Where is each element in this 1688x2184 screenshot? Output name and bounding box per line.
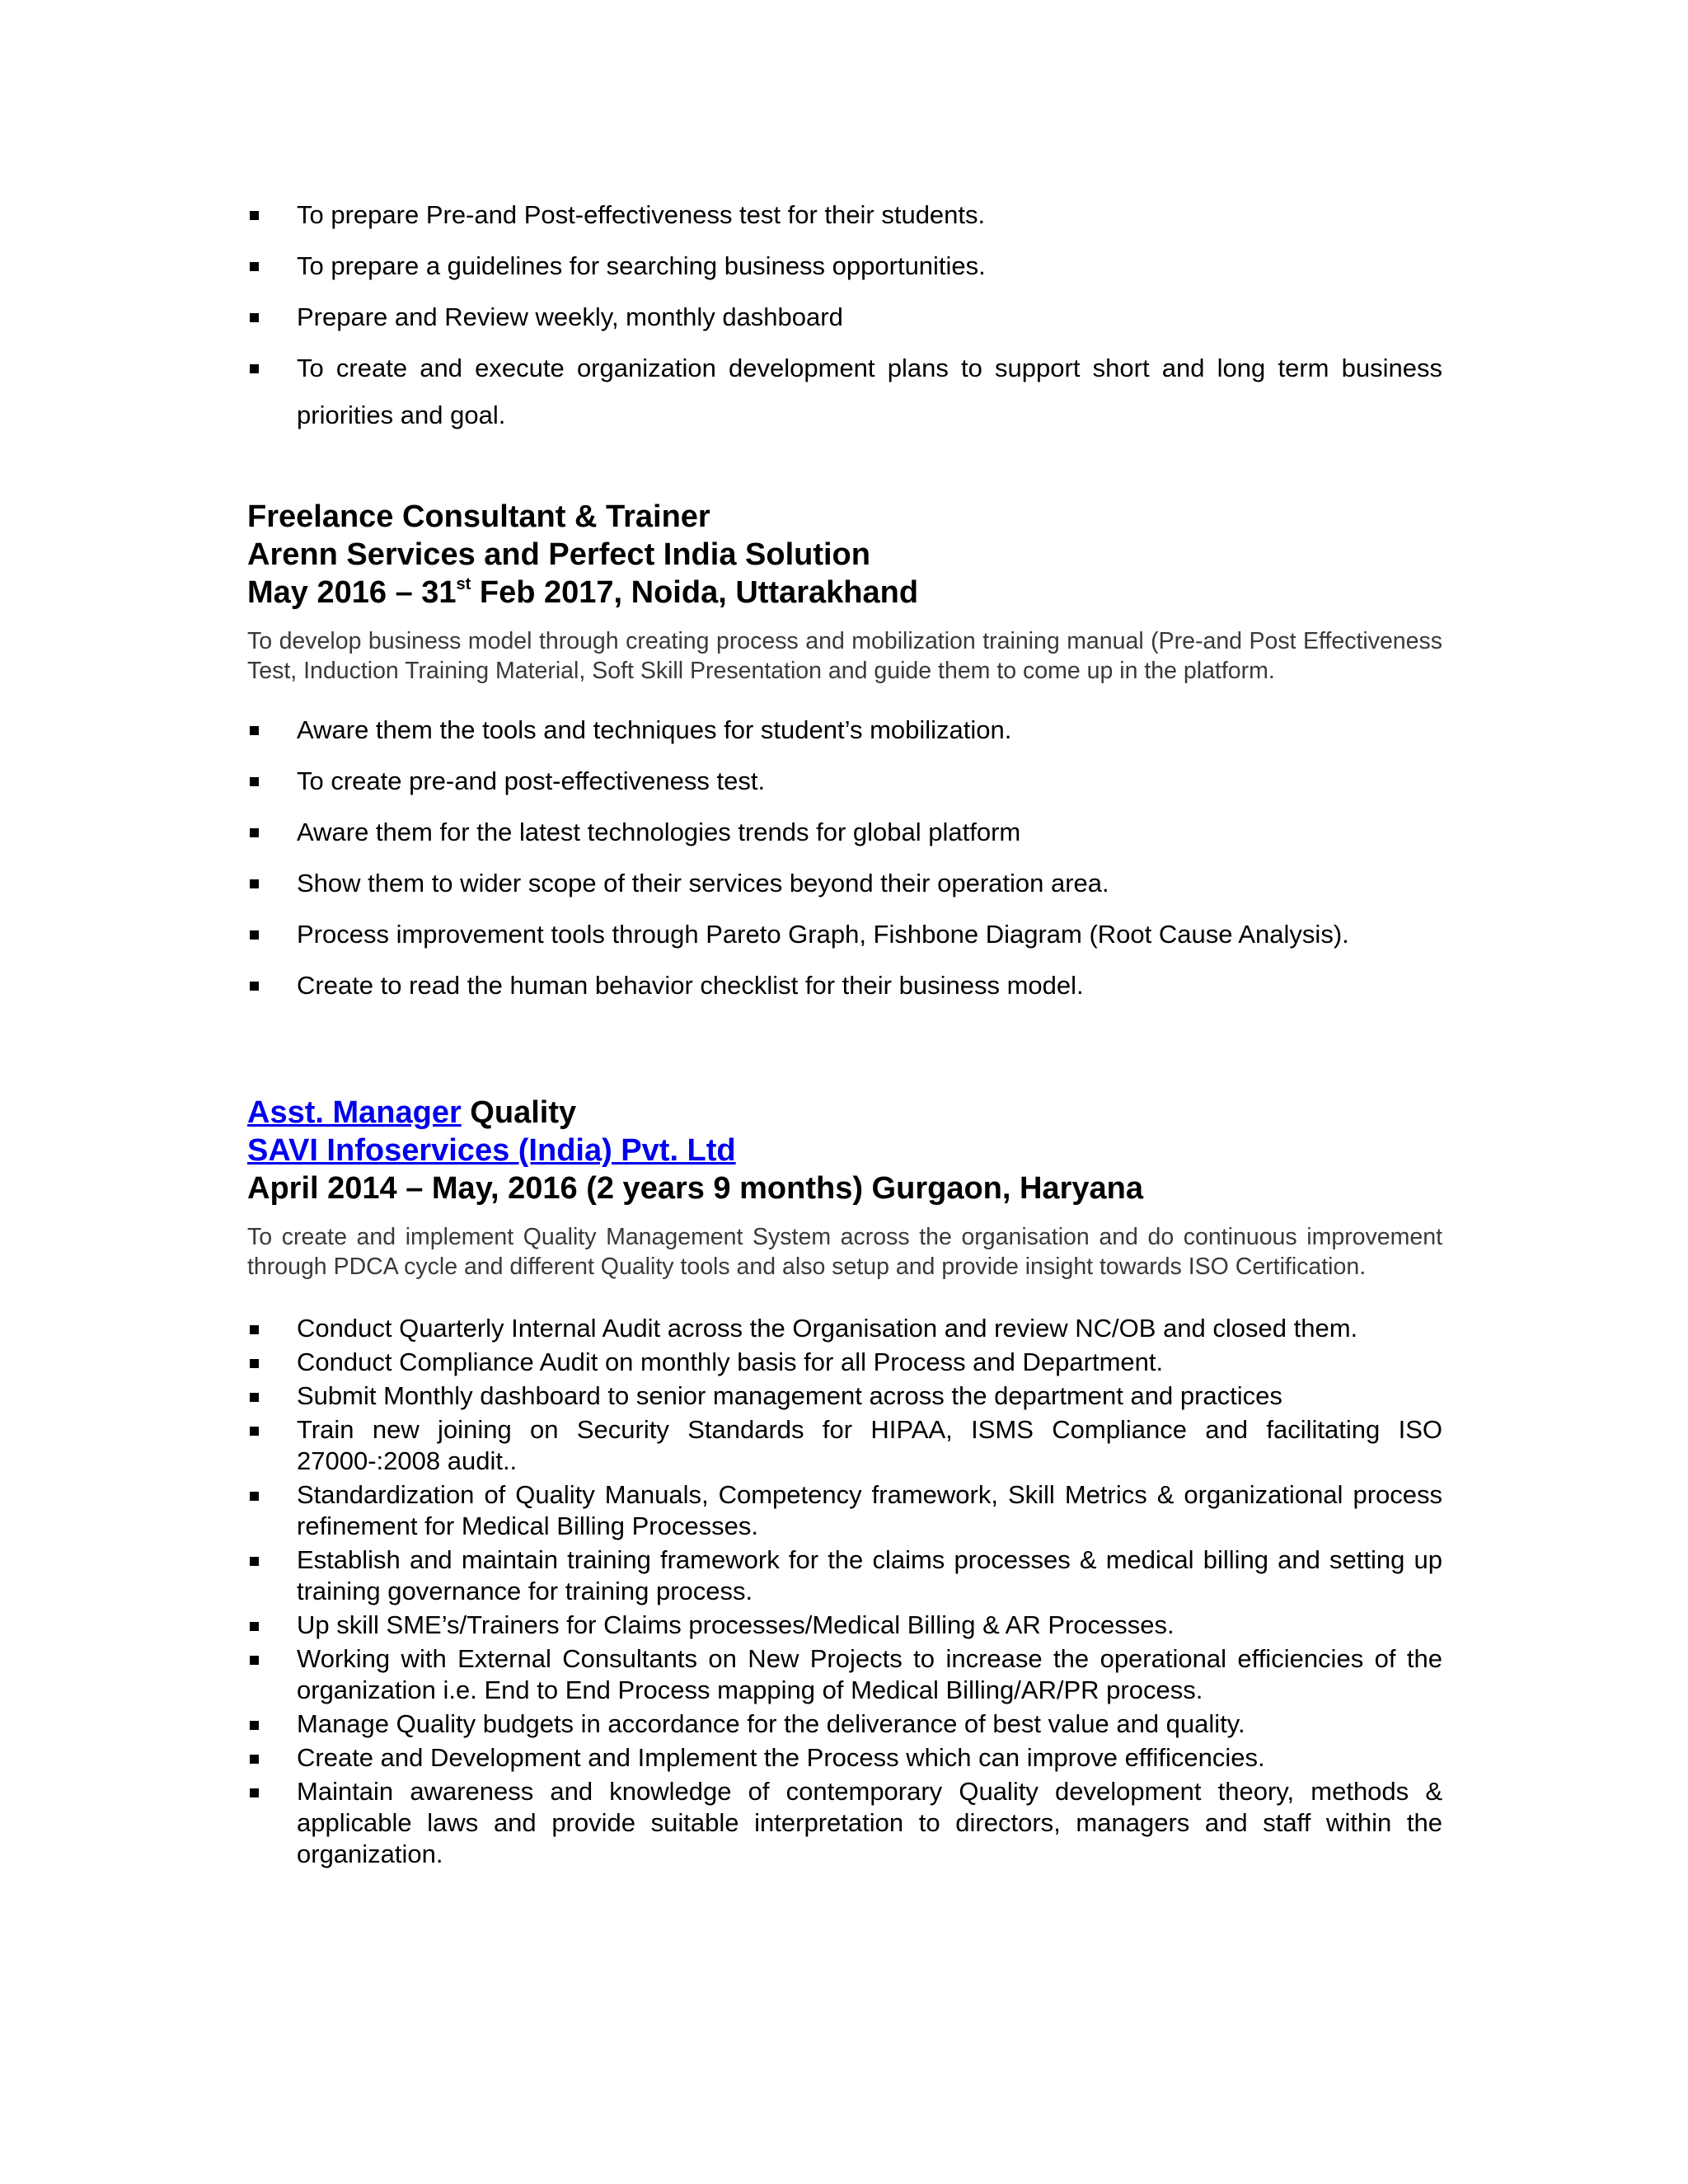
- list-item: Manage Quality budgets in accordance for the deliverance of best value and quality.: [247, 1708, 1442, 1740]
- list-item: Process improvement tools through Pareto Graph, Fishbone Diagram (Root Cause Analysis).: [247, 911, 1442, 958]
- freelance-section: [247, 498, 1442, 1013]
- freelance-dates: May 2016 – 31st Feb 2017, Noida, Uttarakhand: [247, 575, 919, 610]
- list-item: Working with External Consultants on New Projects to increase the operational efficiencies of the organization i.e. End to End Process mapping of Medical Billing/AR/PR process.: [247, 1643, 1442, 1706]
- role-link[interactable]: Asst. Manager: [247, 1095, 462, 1130]
- company-link[interactable]: SAVI Infoservices (India) Pvt. Ltd: [247, 1133, 736, 1168]
- list-item: Aware them the tools and techniques for student’s mobilization.: [247, 706, 1442, 753]
- list-item: To prepare a guidelines for searching business opportunities.: [247, 242, 1442, 289]
- freelance-company: Arenn Services and Perfect India Solution: [247, 537, 870, 572]
- freelance-role-title: Freelance Consultant & Trainer: [247, 499, 710, 534]
- savi-role-title: Asst. Manager Quality: [247, 1095, 577, 1130]
- list-item: Prepare and Review weekly, monthly dashboard: [247, 293, 1442, 340]
- list-item: To create and execute organization development plans to support short and long term business priorities and goal.: [247, 344, 1442, 438]
- savi-description: To create and implement Quality Management System across the organisation and do continuous improvement through PDCA cycle and different Quality tools and also setup and provide insight towards ISO Certification.: [247, 1224, 1442, 1280]
- list-item: Create and Development and Implement the Process which can improve effificencies.: [247, 1742, 1442, 1774]
- list-item: Conduct Quarterly Internal Audit across the Organisation and review NC/OB and closed them.: [247, 1313, 1442, 1344]
- list-item: To prepare Pre-and Post-effectiveness test for their students.: [247, 191, 1442, 238]
- savi-section: [247, 1094, 1442, 1872]
- list-item: Maintain awareness and knowledge of contemporary Quality development theory, methods & applicable laws and provide suitable interpretation to directors, managers and staff within the organization.: [247, 1776, 1442, 1870]
- list-item: Train new joining on Security Standards for HIPAA, ISMS Compliance and facilitating ISO 27000-:2008 audit..: [247, 1414, 1442, 1477]
- savi-company: [247, 1132, 1442, 1169]
- list-item: Aware them for the latest technologies trends for global platform: [247, 808, 1442, 855]
- freelance-bullet-list: [247, 706, 1442, 1009]
- list-item: Up skill SME’s/Trainers for Claims processes/Medical Billing & AR Processes.: [247, 1610, 1442, 1641]
- list-item: Submit Monthly dashboard to senior management across the department and practices: [247, 1380, 1442, 1412]
- list-item: To create pre-and post-effectiveness test.: [247, 757, 1442, 804]
- freelance-description: To develop business model through creating process and mobilization training manual (Pre-and Post Effectiveness Test, Induction Training Material, Soft Skill Presentation and guide them to come up in the platform.: [247, 628, 1442, 684]
- top-section: [247, 191, 1442, 443]
- savi-dates: April 2014 – May, 2016 (2 years 9 months) Gurgaon, Haryana: [247, 1171, 1143, 1206]
- list-item: Standardization of Quality Manuals, Competency framework, Skill Metrics & organizational process refinement for Medical Billing Processes.: [247, 1479, 1442, 1542]
- list-item: Show them to wider scope of their services beyond their operation area.: [247, 860, 1442, 907]
- list-item: Conduct Compliance Audit on monthly basis for all Process and Department.: [247, 1347, 1442, 1378]
- list-item: Establish and maintain training framework for the claims processes & medical billing and setting up training governance for training process.: [247, 1544, 1442, 1607]
- list-item: Create to read the human behavior checklist for their business model.: [247, 962, 1442, 1009]
- top-bullet-list: [247, 191, 1442, 438]
- savi-bullet-list: [247, 1313, 1442, 1870]
